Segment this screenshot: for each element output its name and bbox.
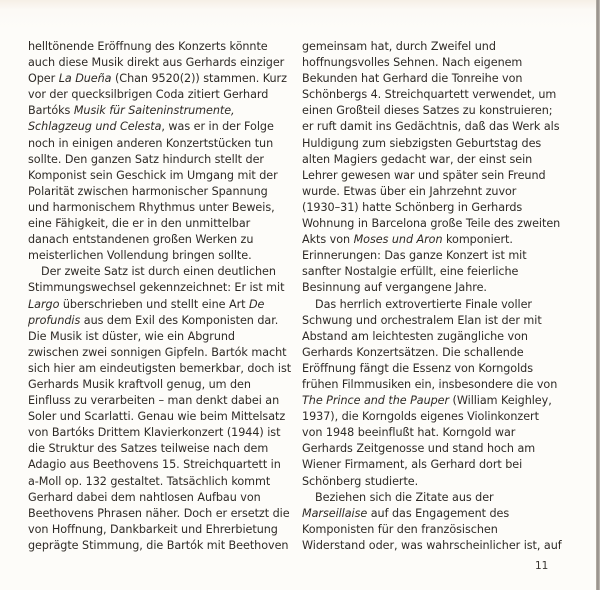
text-line — [302, 457, 560, 473]
left-text-column — [28, 39, 290, 554]
text-line — [28, 490, 290, 506]
text-line — [302, 232, 560, 248]
page-number: 11 — [535, 560, 549, 572]
text-line — [302, 441, 560, 457]
text-segment: noch in einigen anderen Konzertstücken tun — [28, 136, 274, 150]
text-line — [28, 55, 290, 71]
text-line — [28, 232, 290, 248]
text-line — [28, 313, 290, 329]
text-segment: frühen Filmmusiken ein, insbesondere die von — [302, 377, 558, 391]
text-line — [302, 361, 560, 377]
text-segment: Lehrer gewesen war und später sein Freund — [302, 168, 546, 182]
italic-title: Marseillaise — [302, 506, 368, 520]
text-segment: überschrieben und stellt eine Art — [59, 297, 249, 311]
text-segment: Adagio aus Beethovens 15. Streichquartett in — [28, 458, 281, 472]
text-line — [302, 71, 560, 87]
text-segment: Schwung und orchestralem Elan ist der mit — [302, 313, 542, 327]
text-segment: Erinnerungen: Das ganze Konzert ist mit — [302, 249, 527, 263]
text-segment: komponiert. — [442, 233, 513, 247]
text-line — [28, 345, 290, 361]
text-segment: wurde. Etwas über ein Jahrzehnt zuvor — [302, 184, 517, 198]
text-segment: helltönende Eröffnung des Konzerts könnte — [28, 40, 268, 53]
text-segment: Schönberg studierte. — [302, 474, 419, 488]
text-segment: Wiener Firmament, als Gerhard dort bei — [302, 458, 523, 472]
text-line — [302, 393, 560, 409]
text-line — [302, 377, 560, 393]
text-segment: Gerhards Musik kraftvoll genug, um den — [28, 377, 251, 391]
text-segment: Widerstand oder, was wahrscheinlicher ist, auf — [302, 538, 562, 552]
text-line — [28, 216, 290, 232]
text-segment: Eröffnung fängt die Essenz von Korngolds — [302, 361, 533, 375]
text-line — [28, 522, 290, 538]
text-segment: (1930–31) hatte Schönberg in Gerhards — [302, 200, 523, 214]
text-segment: Polarität zwischen harmonischer Spannung — [28, 184, 268, 198]
text-segment: Gerhards Zeitgenosse und stand hoch am — [302, 442, 536, 456]
text-line — [302, 248, 560, 264]
text-segment: Schönbergs 4. Streichquartett verwendet, um — [302, 88, 557, 102]
text-segment: auf das Engagement des — [367, 506, 510, 520]
text-segment: gemeinsam hat, durch Zweifel und — [302, 40, 496, 53]
text-line — [302, 136, 560, 152]
italic-title: The Prince and the Pauper — [302, 394, 450, 408]
italic-title: Schlagzeug und Celesta — [28, 120, 162, 134]
text-line — [28, 377, 290, 393]
text-segment: Das herrlich extrovertierte Finale voller — [315, 297, 532, 311]
text-line — [302, 345, 560, 361]
text-segment: Gerhard dabei dem nahtlosen Aufbau von — [28, 490, 261, 504]
text-segment: aus dem Exil des Komponisten dar. — [80, 313, 279, 327]
italic-title: Musik für Saiteninstrumente, — [73, 104, 235, 118]
text-segment: sollte. Den ganzen Satz hindurch stellt der — [28, 152, 264, 166]
text-segment: Wohnung in Barcelona große Teile des zweiten — [302, 217, 561, 231]
text-segment: einen Großteil dieses Satzes zu konstruieren; — [302, 104, 553, 118]
text-segment: Gerhards Konzertsätzen. Die schallende — [302, 345, 524, 359]
text-segment: hoffnungsvolles Sehnen. Nach eigenem — [302, 56, 523, 70]
text-line — [28, 280, 290, 296]
text-line — [302, 522, 560, 538]
text-segment: 1937), die Korngolds eigenes Violinkonzert — [302, 410, 539, 424]
text-line — [28, 200, 290, 216]
text-line — [28, 119, 290, 135]
text-line — [28, 474, 290, 490]
italic-title: De — [248, 297, 265, 311]
text-segment: Bekunden hat Gerhard die Tonreihe von — [302, 72, 523, 86]
text-segment: und harmonischem Rhythmus unter Beweis, — [28, 200, 275, 214]
text-segment: , was er in der Folge — [161, 120, 274, 134]
text-line — [302, 55, 560, 71]
text-segment: (William Keighley, — [449, 394, 552, 408]
text-segment: Komponist sein Geschick im Umgang mit der — [28, 168, 278, 182]
text-line — [28, 393, 290, 409]
text-segment: Komponisten für den französischen — [302, 522, 498, 536]
text-segment: Beethovens Phrasen näher. Doch er ersetzt die — [28, 506, 290, 520]
text-segment: a-Moll op. 132 gestaltet. Tatsächlich kommt — [28, 474, 271, 488]
text-segment: die Struktur des Satzes teilweise nach dem — [28, 442, 269, 456]
text-line — [28, 71, 290, 87]
text-line — [28, 457, 290, 473]
text-line — [28, 361, 290, 377]
text-segment: Die Musik ist düster, wie ein Abgrund — [28, 329, 235, 343]
text-line — [302, 425, 560, 441]
text-segment: Besinnung auf vergangene Jahre. — [302, 281, 487, 295]
text-line — [28, 441, 290, 457]
text-segment: von Bartóks Drittem Klavierkonzert (1944) ist — [28, 426, 281, 440]
text-line — [28, 409, 290, 425]
text-segment: Bartóks — [28, 104, 74, 118]
text-line — [302, 538, 560, 554]
text-line — [28, 425, 290, 441]
text-segment: sich hier am eindeutigsten bemerkbar, doch ist — [28, 361, 292, 375]
text-segment: geprägte Stimmung, die Bartók mit Beethoven — [28, 538, 289, 552]
text-line — [302, 264, 560, 280]
text-segment: alten Magiers gedacht war, der einst sein — [302, 152, 533, 166]
text-segment: zwischen zwei sonnigen Gipfeln. Bartók macht — [28, 345, 287, 359]
text-line — [28, 103, 290, 119]
text-segment: er ruft damit ins Gedächtnis, daß das Werk als — [302, 120, 560, 134]
text-line — [28, 248, 290, 264]
text-line — [28, 184, 290, 200]
text-line — [28, 506, 290, 522]
text-line — [302, 313, 560, 329]
text-segment: meisterlichen Vollendung bringen sollte. — [28, 249, 252, 263]
text-line — [28, 168, 290, 184]
right-text-column — [302, 39, 560, 554]
text-segment: Der zweite Satz ist durch einen deutlichen — [41, 265, 276, 279]
text-segment: eine Fähigkeit, die er in den unmittelbar — [28, 217, 251, 231]
text-segment: sanfter Nostalgie erfüllt, eine feierliche — [302, 265, 519, 279]
text-line — [302, 39, 560, 55]
text-segment: danach entstandenen großen Werken zu — [28, 233, 254, 247]
text-line — [28, 87, 290, 103]
text-line — [302, 409, 560, 425]
text-segment: Beziehen sich die Zitate aus der — [315, 490, 494, 504]
text-line — [302, 474, 560, 490]
italic-title: La Dueña — [58, 72, 112, 86]
text-line — [28, 329, 290, 345]
text-segment: Huldigung zum siebzigsten Geburtstag des — [302, 136, 542, 150]
page-edge — [596, 0, 600, 590]
text-line — [302, 216, 560, 232]
text-segment: vor der quecksilbrigen Coda zitiert Gerhard — [28, 88, 269, 102]
text-line — [28, 152, 290, 168]
text-segment: von Hoffnung, Dankbarkeit und Ehrerbietung — [28, 522, 278, 536]
text-segment: Soler und Scarlatti. Genau wie beim Mittelsatz — [28, 410, 286, 424]
text-line — [302, 168, 560, 184]
text-line — [302, 280, 560, 296]
italic-title: Moses und Aron — [353, 233, 443, 247]
text-line — [302, 87, 560, 103]
text-line — [302, 200, 560, 216]
italic-title: profundis — [28, 313, 81, 327]
text-segment: Stimmungswechsel gekennzeichnet: Er ist mit — [28, 281, 285, 295]
text-line — [302, 103, 560, 119]
text-line — [28, 538, 290, 554]
text-segment: Abstand am leichtesten zugängliche von — [302, 329, 528, 343]
text-segment: auch diese Musik direkt aus Gerhards einziger — [28, 56, 285, 70]
text-line — [302, 184, 560, 200]
text-segment: von 1948 beeinflußt hat. Korngold war — [302, 426, 516, 440]
text-line — [302, 490, 560, 506]
text-segment: (Chan 9520(2)) stammen. Kurz — [111, 72, 287, 86]
text-segment: Oper — [28, 72, 59, 86]
text-line — [28, 264, 290, 280]
text-line — [302, 297, 560, 313]
text-line — [302, 329, 560, 345]
text-line — [28, 39, 290, 55]
text-line — [28, 297, 290, 313]
italic-title: Largo — [28, 297, 60, 311]
text-segment: Einfluss zu verarbeiten – man denkt dabei an — [28, 394, 280, 408]
text-line — [28, 136, 290, 152]
text-line — [302, 506, 560, 522]
text-line — [302, 152, 560, 168]
text-line — [302, 119, 560, 135]
text-segment: Akts von — [302, 233, 354, 247]
